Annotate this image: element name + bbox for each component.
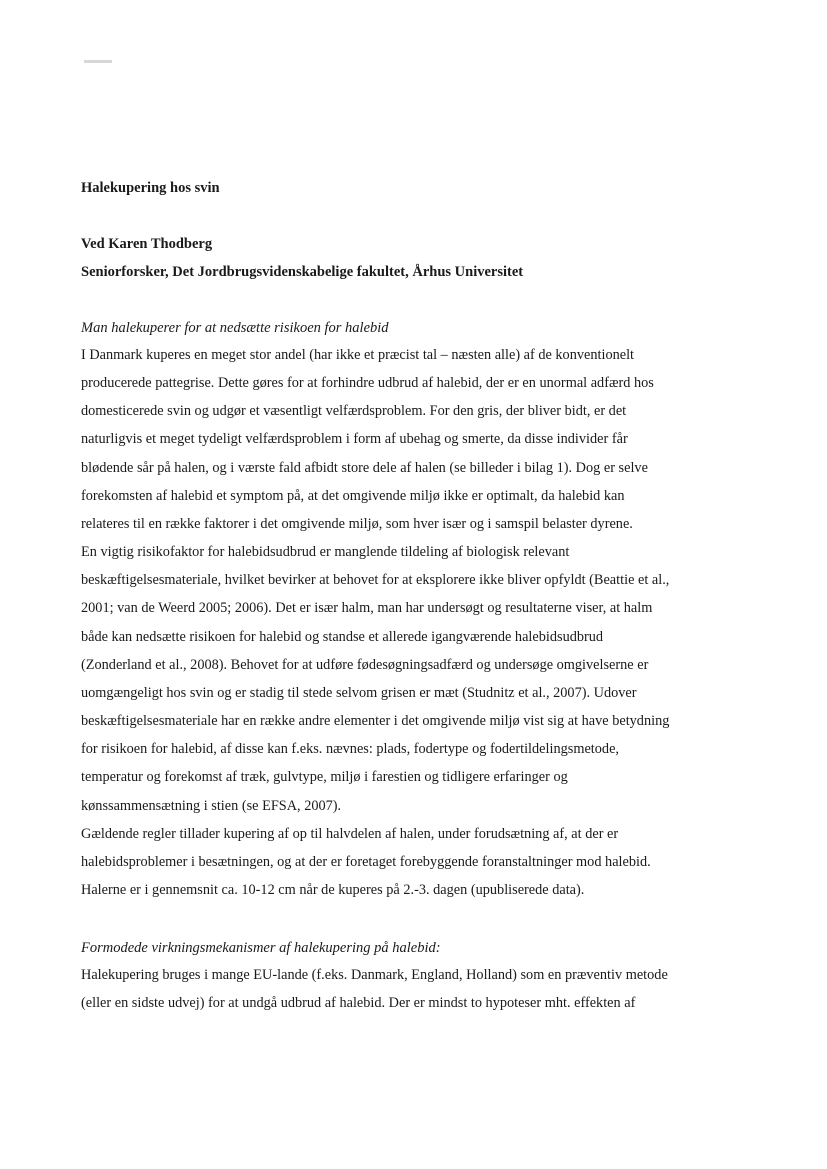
text-line: (Zonderland et al., 2008). Behovet for at udføre fødesøgningsadfærd og undersøge omgivelserne er xyxy=(81,656,649,673)
section-body-1 xyxy=(81,341,751,904)
text-line: forekomsten af halebid et symptom på, at det omgivende miljø ikke er optimalt, da halebid kan xyxy=(81,487,625,504)
text-line: naturligvis et meget tydeligt velfærdsproblem i form af ubehag og smerte, da disse individer får xyxy=(81,431,628,448)
section-body-2 xyxy=(81,961,751,1017)
section-heading-1: Man halekuperer for at nedsætte risikoen for halebid xyxy=(81,320,389,336)
text-line: uomgængeligt hos svin og er stadig til stede selvom grisen er mæt (Studnitz et al., 2007). Udover xyxy=(81,684,637,701)
text-line: domesticerede svin og udgør et væsentligt velfærdsproblem. For den gris, der bliver bidt, er det xyxy=(81,403,627,420)
document-title: Halekupering hos svin xyxy=(81,180,220,196)
text-line: I Danmark kuperes en meget stor andel (har ikke et præcist tal – næsten alle) af de konventionelt xyxy=(81,347,635,363)
text-line: temperatur og forekomst af træk, gulvtype, miljø i farestien og tidligere erfaringer og xyxy=(81,769,568,786)
text-line: producerede pattegrise. Dette gøres for at forhindre udbrud af halebid, der er en unormal adfærd hos xyxy=(81,375,654,392)
author-affiliation: Seniorforsker, Det Jordbrugsvidenskabelige fakultet, Århus Universitet xyxy=(81,264,524,280)
text-line: Halekupering bruges i mange EU-lande (f.eks. Danmark, England, Holland) som en præventiv metode xyxy=(81,967,668,983)
scan-artifact xyxy=(84,60,112,63)
text-line: beskæftigelsesmateriale, hvilket bevirker at behovet for at eksplorere ikke bliver opfyldt (Beattie et al., xyxy=(81,572,670,589)
text-line: blødende sår på halen, og i værste fald afbidt store dele af halen (se billeder i bilag 1). Dog er selve xyxy=(81,459,648,476)
text-line: (eller en sidste udvej) for at undgå udbrud af halebid. Der er mindst to hypoteser mht. effekten af xyxy=(81,995,636,1012)
text-line: beskæftigelsesmateriale har en række andre elementer i det omgivende miljø vist sig at have betydning xyxy=(81,713,670,730)
author-name: Ved Karen Thodberg xyxy=(81,236,213,252)
text-line: halebidsproblemer i besætningen, og at der er foretaget forebyggende foranstaltninger mod halebid. xyxy=(81,853,651,870)
text-line: Gældende regler tillader kupering af op til halvdelen af halen, under forudsætning af, at der er xyxy=(81,825,619,842)
section-heading-2: Formodede virkningsmekanismer af halekupering på halebid: xyxy=(81,940,441,956)
text-line: Halerne er i gennemsnit ca. 10-12 cm når de kuperes på 2.-3. dagen (upubliserede data). xyxy=(81,881,585,898)
text-line: En vigtig risikofaktor for halebidsudbrud er manglende tildeling af biologisk relevant xyxy=(81,544,570,561)
text-line: kønssammensætning i stien (se EFSA, 2007). xyxy=(81,797,342,814)
text-line: 2001; van de Weerd 2005; 2006). Det er især halm, man har undersøgt og resultaterne viser, at halm xyxy=(81,600,653,617)
text-line: for risikoen for halebid, af disse kan f.eks. nævnes: plads, fodertype og fodertildelingsmetode, xyxy=(81,741,619,758)
text-line: relateres til en række faktorer i det omgivende miljø, som hver især og i samspil belaster dyrene. xyxy=(81,515,633,532)
text-line: både kan nedsætte risikoen for halebid og standse et allerede igangværende halebidsudbrud xyxy=(81,628,604,645)
